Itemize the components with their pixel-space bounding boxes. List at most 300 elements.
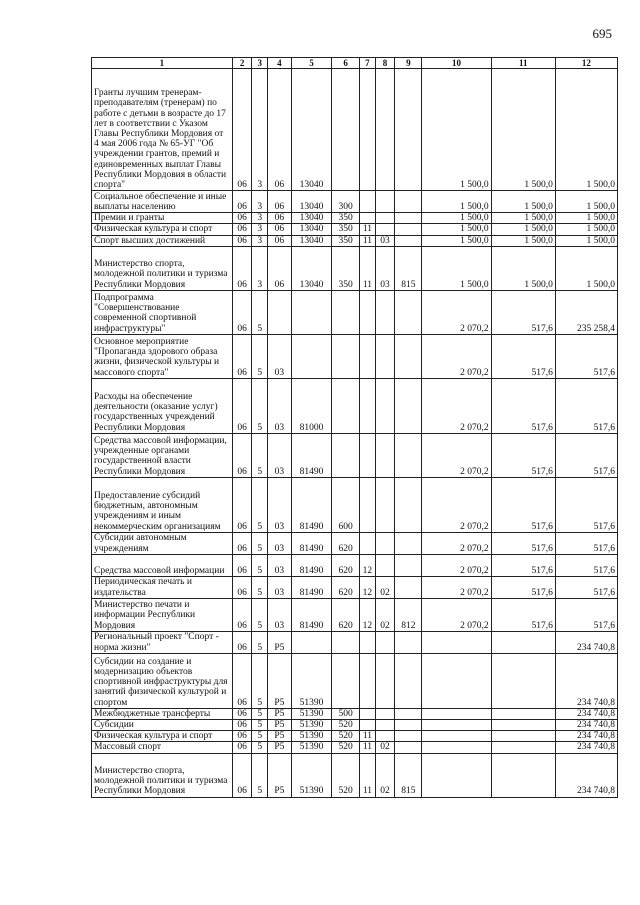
code-cell: P5: [268, 631, 292, 653]
code-cell: 06: [268, 213, 292, 224]
code-cell: 51390: [291, 742, 331, 753]
table-row: [92, 742, 618, 753]
code-cell: 5: [252, 631, 268, 653]
amount-cell: [491, 753, 555, 797]
amount-cell: [422, 631, 491, 653]
amount-cell: 1 500,0: [491, 191, 555, 213]
table-row: [92, 433, 618, 477]
amount-cell: 234 740,8: [555, 631, 617, 653]
amount-cell: 517,6: [555, 433, 617, 477]
code-cell: [332, 378, 360, 433]
code-cell: 06: [232, 532, 252, 554]
code-cell: [375, 532, 395, 554]
code-cell: 06: [232, 334, 252, 378]
code-cell: 13040: [291, 235, 331, 246]
amount-cell: 1 500,0: [491, 246, 555, 290]
amount-cell: 2 070,2: [422, 576, 491, 598]
code-cell: [395, 532, 422, 554]
row-name-cell: Министерство спорта, молодежной политики и туризма Республики Мордовия: [92, 246, 233, 290]
amount-cell: 1 500,0: [555, 213, 617, 224]
code-cell: 5: [252, 554, 268, 576]
table-row: [92, 191, 618, 213]
amount-cell: [491, 653, 555, 708]
code-cell: [375, 191, 395, 213]
code-cell: 11: [360, 731, 376, 742]
code-cell: P5: [268, 753, 292, 797]
code-cell: 51390: [291, 708, 331, 719]
code-cell: 06: [232, 191, 252, 213]
code-cell: 03: [268, 334, 292, 378]
code-cell: 13040: [291, 246, 331, 290]
amount-cell: 1 500,0: [491, 69, 555, 191]
code-cell: 3: [252, 235, 268, 246]
row-name-cell: Расходы на обеспечение деятельности (оказание услуг) государственных учреждений Республики Мордовия: [92, 378, 233, 433]
amount-cell: 1 500,0: [422, 235, 491, 246]
code-cell: 5: [252, 731, 268, 742]
code-cell: [332, 631, 360, 653]
code-cell: [360, 708, 376, 719]
code-cell: [375, 653, 395, 708]
code-cell: P5: [268, 720, 292, 731]
code-cell: [360, 477, 376, 532]
row-name-cell: Межбюджетные трансферты: [92, 708, 233, 719]
amount-cell: 2 070,2: [422, 554, 491, 576]
code-cell: 06: [268, 191, 292, 213]
code-cell: [375, 720, 395, 731]
code-cell: 520: [332, 742, 360, 753]
amount-cell: 517,6: [555, 554, 617, 576]
row-name-cell: Региональный проект "Спорт - норма жизни": [92, 631, 233, 653]
code-cell: [375, 708, 395, 719]
code-cell: 06: [232, 598, 252, 631]
table-row: [92, 477, 618, 532]
code-cell: 03: [268, 532, 292, 554]
code-cell: 3: [252, 224, 268, 235]
code-cell: [360, 290, 376, 334]
code-cell: 11: [360, 246, 376, 290]
amount-cell: 517,6: [555, 334, 617, 378]
table-row: [92, 224, 618, 235]
code-cell: 51390: [291, 653, 331, 708]
code-cell: [395, 334, 422, 378]
amount-cell: 517,6: [491, 598, 555, 631]
code-cell: 5: [252, 334, 268, 378]
row-name-cell: Средства массовой информации: [92, 554, 233, 576]
row-name-cell: Предоставление субсидий бюджетным, автономным учреждениям и иным некоммерческим организациям: [92, 477, 233, 532]
code-cell: 11: [360, 742, 376, 753]
code-cell: 5: [252, 477, 268, 532]
amount-cell: 1 500,0: [422, 224, 491, 235]
header-cell: 12: [555, 58, 617, 69]
code-cell: 06: [232, 576, 252, 598]
table-row: [92, 235, 618, 246]
amount-cell: 517,6: [491, 532, 555, 554]
amount-cell: [422, 753, 491, 797]
code-cell: [360, 653, 376, 708]
code-cell: 06: [232, 213, 252, 224]
amount-cell: 1 500,0: [555, 235, 617, 246]
row-name-cell: Подпрограмма "Совершенствование современной спортивной инфраструктуры": [92, 290, 233, 334]
code-cell: 81000: [291, 378, 331, 433]
code-cell: 5: [252, 653, 268, 708]
table-row: [92, 213, 618, 224]
code-cell: [395, 708, 422, 719]
code-cell: 06: [232, 554, 252, 576]
code-cell: 5: [252, 720, 268, 731]
amount-cell: 1 500,0: [422, 246, 491, 290]
code-cell: 12: [360, 554, 376, 576]
row-name-cell: Министерство печати и информации Республики Мордовия: [92, 598, 233, 631]
amount-cell: 2 070,2: [422, 378, 491, 433]
amount-cell: 1 500,0: [491, 235, 555, 246]
code-cell: 11: [360, 235, 376, 246]
header-cell: 4: [268, 58, 292, 69]
amount-cell: 2 070,2: [422, 334, 491, 378]
table-row: [92, 246, 618, 290]
row-name-cell: Гранты лучшим тренерам-преподавателям (тренерам) по работе с детьми в возрасте до 17 лет в соответствии с Указом Главы Республики Мордовия от 4 мая 2006 года № 65-УГ "Об учреждении грантов, премий и единовременных выплат Главы Республики Мордовия в области спорта": [92, 69, 233, 191]
code-cell: 06: [232, 653, 252, 708]
header-cell: 8: [375, 58, 395, 69]
code-cell: 815: [395, 753, 422, 797]
code-cell: 06: [232, 753, 252, 797]
code-cell: 51390: [291, 720, 331, 731]
code-cell: [395, 653, 422, 708]
row-name-cell: Министерство спорта, молодежной политики и туризма Республики Мордовия: [92, 753, 233, 797]
code-cell: 812: [395, 598, 422, 631]
code-cell: [395, 742, 422, 753]
amount-cell: 2 070,2: [422, 477, 491, 532]
amount-cell: 517,6: [555, 576, 617, 598]
code-cell: 03: [268, 576, 292, 598]
code-cell: [360, 69, 376, 191]
code-cell: 5: [252, 378, 268, 433]
code-cell: 12: [360, 598, 376, 631]
code-cell: 3: [252, 213, 268, 224]
code-cell: [375, 224, 395, 235]
code-cell: 350: [332, 224, 360, 235]
amount-cell: 517,6: [491, 290, 555, 334]
budget-table: [91, 57, 618, 798]
amount-cell: 1 500,0: [422, 69, 491, 191]
amount-cell: 2 070,2: [422, 532, 491, 554]
code-cell: [375, 334, 395, 378]
code-cell: [375, 433, 395, 477]
table-row: [92, 576, 618, 598]
amount-cell: 517,6: [491, 334, 555, 378]
code-cell: [395, 720, 422, 731]
code-cell: [395, 235, 422, 246]
code-cell: 520: [332, 731, 360, 742]
code-cell: 03: [375, 235, 395, 246]
code-cell: 06: [232, 631, 252, 653]
table-row: [92, 753, 618, 797]
code-cell: [375, 69, 395, 191]
code-cell: [291, 290, 331, 334]
amount-cell: 517,6: [491, 576, 555, 598]
header-cell: 1: [92, 58, 233, 69]
code-cell: [375, 554, 395, 576]
code-cell: [375, 213, 395, 224]
amount-cell: 517,6: [491, 554, 555, 576]
code-cell: 620: [332, 598, 360, 631]
code-cell: 11: [360, 753, 376, 797]
code-cell: 520: [332, 753, 360, 797]
table-row: [92, 290, 618, 334]
code-cell: 620: [332, 532, 360, 554]
amount-cell: 517,6: [555, 378, 617, 433]
table-row: [92, 554, 618, 576]
table-row: [92, 631, 618, 653]
code-cell: [375, 631, 395, 653]
header-cell: 9: [395, 58, 422, 69]
code-cell: 06: [232, 720, 252, 731]
code-cell: 06: [232, 224, 252, 235]
code-cell: 03: [268, 477, 292, 532]
table-row: [92, 334, 618, 378]
code-cell: 5: [252, 290, 268, 334]
code-cell: 06: [232, 708, 252, 719]
code-cell: [395, 224, 422, 235]
code-cell: 03: [268, 554, 292, 576]
code-cell: 5: [252, 708, 268, 719]
code-cell: 500: [332, 708, 360, 719]
code-cell: [395, 576, 422, 598]
code-cell: P5: [268, 731, 292, 742]
code-cell: 03: [375, 246, 395, 290]
table-row: [92, 598, 618, 631]
amount-cell: 234 740,8: [555, 731, 617, 742]
row-name-cell: Массовый спорт: [92, 742, 233, 753]
code-cell: 06: [232, 290, 252, 334]
code-cell: 06: [268, 246, 292, 290]
code-cell: 06: [232, 731, 252, 742]
code-cell: 06: [268, 224, 292, 235]
code-cell: 06: [232, 246, 252, 290]
amount-cell: 234 740,8: [555, 742, 617, 753]
amount-cell: 517,6: [491, 433, 555, 477]
code-cell: 06: [232, 477, 252, 532]
code-cell: [291, 334, 331, 378]
code-cell: 300: [332, 191, 360, 213]
code-cell: [375, 477, 395, 532]
amount-cell: 1 500,0: [555, 191, 617, 213]
amount-cell: [491, 742, 555, 753]
amount-cell: 1 500,0: [491, 213, 555, 224]
amount-cell: 517,6: [555, 598, 617, 631]
amount-cell: [491, 708, 555, 719]
header-cell: 2: [232, 58, 252, 69]
code-cell: [395, 290, 422, 334]
code-cell: 51390: [291, 731, 331, 742]
code-cell: [395, 191, 422, 213]
code-cell: 51390: [291, 753, 331, 797]
row-name-cell: Спорт высших достижений: [92, 235, 233, 246]
code-cell: 06: [232, 235, 252, 246]
amount-cell: [422, 708, 491, 719]
code-cell: 06: [232, 69, 252, 191]
table-row: [92, 708, 618, 719]
code-cell: 02: [375, 742, 395, 753]
code-cell: 06: [232, 433, 252, 477]
amount-cell: 517,6: [555, 477, 617, 532]
header-row: [92, 58, 618, 69]
table-row: [92, 731, 618, 742]
amount-cell: 517,6: [491, 378, 555, 433]
amount-cell: 234 740,8: [555, 653, 617, 708]
header-cell: 11: [491, 58, 555, 69]
code-cell: [395, 554, 422, 576]
code-cell: 06: [268, 235, 292, 246]
code-cell: 02: [375, 598, 395, 631]
code-cell: 02: [375, 576, 395, 598]
code-cell: 12: [360, 576, 376, 598]
code-cell: 3: [252, 69, 268, 191]
code-cell: 5: [252, 753, 268, 797]
code-cell: 5: [252, 742, 268, 753]
amount-cell: 1 500,0: [555, 69, 617, 191]
code-cell: [360, 334, 376, 378]
code-cell: 13040: [291, 191, 331, 213]
code-cell: [332, 69, 360, 191]
code-cell: 06: [232, 378, 252, 433]
header-cell: 3: [252, 58, 268, 69]
code-cell: [332, 290, 360, 334]
row-name-cell: Субсидии автономным учреждениям: [92, 532, 233, 554]
amount-cell: [491, 720, 555, 731]
code-cell: [268, 290, 292, 334]
code-cell: 81490: [291, 477, 331, 532]
code-cell: 03: [268, 598, 292, 631]
code-cell: 5: [252, 576, 268, 598]
amount-cell: 517,6: [555, 532, 617, 554]
row-name-cell: Периодическая печать и издательства: [92, 576, 233, 598]
code-cell: 81490: [291, 532, 331, 554]
table-row: [92, 532, 618, 554]
code-cell: 5: [252, 433, 268, 477]
code-cell: [395, 69, 422, 191]
code-cell: 81490: [291, 576, 331, 598]
amount-cell: [422, 720, 491, 731]
code-cell: [360, 631, 376, 653]
code-cell: [360, 213, 376, 224]
code-cell: 06: [268, 69, 292, 191]
code-cell: [375, 378, 395, 433]
header-cell: 6: [332, 58, 360, 69]
row-name-cell: Социальное обеспечение и иные выплаты населению: [92, 191, 233, 213]
amount-cell: 2 070,2: [422, 433, 491, 477]
code-cell: 5: [252, 532, 268, 554]
table-row: [92, 378, 618, 433]
code-cell: [395, 433, 422, 477]
code-cell: [360, 378, 376, 433]
page-number: 695: [592, 26, 612, 41]
code-cell: 81490: [291, 598, 331, 631]
code-cell: 13040: [291, 69, 331, 191]
amount-cell: 1 500,0: [422, 213, 491, 224]
code-cell: [360, 532, 376, 554]
code-cell: [291, 631, 331, 653]
code-cell: [332, 653, 360, 708]
amount-cell: [422, 742, 491, 753]
code-cell: [360, 433, 376, 477]
code-cell: 03: [268, 378, 292, 433]
code-cell: 350: [332, 213, 360, 224]
code-cell: 520: [332, 720, 360, 731]
amount-cell: [491, 731, 555, 742]
code-cell: 11: [360, 224, 376, 235]
code-cell: [375, 290, 395, 334]
amount-cell: 235 258,4: [555, 290, 617, 334]
code-cell: P5: [268, 653, 292, 708]
row-name-cell: Физическая культура и спорт: [92, 731, 233, 742]
amount-cell: 2 070,2: [422, 290, 491, 334]
code-cell: [395, 378, 422, 433]
amount-cell: 1 500,0: [491, 224, 555, 235]
amount-cell: 517,6: [491, 477, 555, 532]
row-name-cell: Основное мероприятие "Пропаганда здорового образа жизни, физической культуры и массового спорта": [92, 334, 233, 378]
amount-cell: [422, 731, 491, 742]
code-cell: 600: [332, 477, 360, 532]
amount-cell: 1 500,0: [422, 191, 491, 213]
code-cell: [395, 477, 422, 532]
code-cell: 350: [332, 246, 360, 290]
code-cell: 81490: [291, 554, 331, 576]
code-cell: P5: [268, 708, 292, 719]
header-cell: 10: [422, 58, 491, 69]
code-cell: [360, 720, 376, 731]
code-cell: [360, 191, 376, 213]
code-cell: 02: [375, 753, 395, 797]
amount-cell: 1 500,0: [555, 224, 617, 235]
table-row: [92, 720, 618, 731]
code-cell: 3: [252, 246, 268, 290]
table-row: [92, 653, 618, 708]
row-name-cell: Субсидии: [92, 720, 233, 731]
amount-cell: 234 740,8: [555, 753, 617, 797]
code-cell: 815: [395, 246, 422, 290]
code-cell: 13040: [291, 224, 331, 235]
header-cell: 5: [291, 58, 331, 69]
code-cell: [395, 731, 422, 742]
code-cell: 81490: [291, 433, 331, 477]
code-cell: 3: [252, 191, 268, 213]
code-cell: P5: [268, 742, 292, 753]
amount-cell: [491, 631, 555, 653]
amount-cell: 2 070,2: [422, 598, 491, 631]
amount-cell: 1 500,0: [555, 246, 617, 290]
code-cell: 620: [332, 554, 360, 576]
code-cell: [395, 631, 422, 653]
amount-cell: 234 740,8: [555, 720, 617, 731]
code-cell: [395, 213, 422, 224]
code-cell: 350: [332, 235, 360, 246]
amount-cell: [422, 653, 491, 708]
code-cell: 03: [268, 433, 292, 477]
table-row: [92, 69, 618, 191]
code-cell: 620: [332, 576, 360, 598]
code-cell: [375, 731, 395, 742]
header-cell: 7: [360, 58, 376, 69]
code-cell: [332, 433, 360, 477]
amount-cell: 234 740,8: [555, 708, 617, 719]
code-cell: 06: [232, 742, 252, 753]
row-name-cell: Субсидии на создание и модернизацию объектов спортивной инфраструктуры для занятий физической культурой и спортом: [92, 653, 233, 708]
row-name-cell: Премии и гранты: [92, 213, 233, 224]
row-name-cell: Средства массовой информации, учрежденные органами государственной власти Республики Мордовия: [92, 433, 233, 477]
code-cell: 5: [252, 598, 268, 631]
code-cell: 13040: [291, 213, 331, 224]
code-cell: [332, 334, 360, 378]
